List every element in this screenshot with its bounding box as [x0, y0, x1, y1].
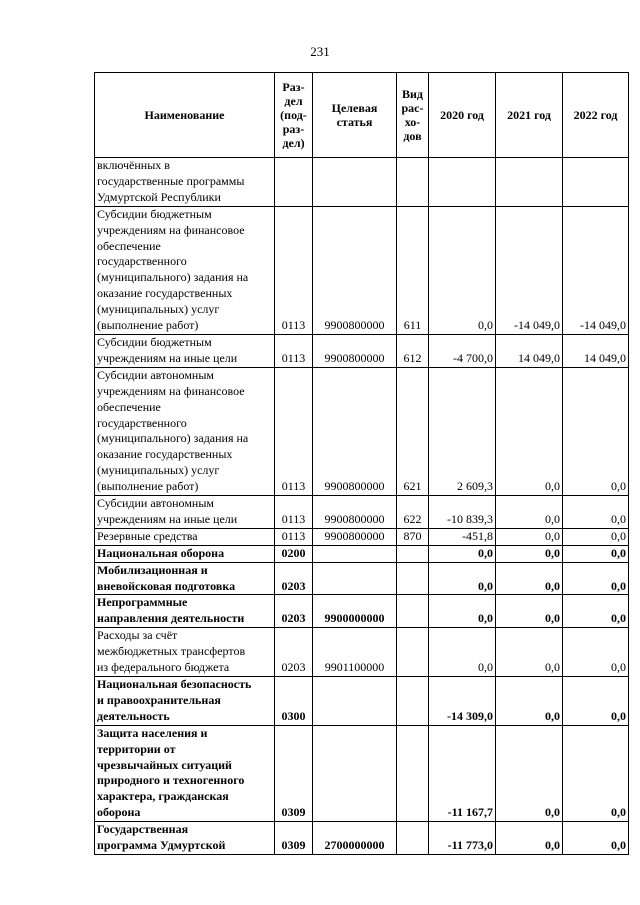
cell-vid [397, 545, 429, 562]
cell-vid [397, 725, 429, 821]
cell-2020: 0,0 [429, 595, 496, 628]
cell-2020: -10 839,3 [429, 496, 496, 529]
cell-name: Защита населения и территории от чрезвычайных ситуаций природного и техногенного характера, гражданская оборона [95, 725, 275, 821]
cell-2022 [563, 158, 629, 207]
cell-2022: 0,0 [563, 677, 629, 726]
cell-vid [397, 628, 429, 677]
cell-section: 0113 [275, 206, 313, 334]
cell-article: 9900800000 [313, 334, 397, 367]
cell-section: 0200 [275, 545, 313, 562]
cell-2022: 0,0 [563, 528, 629, 545]
cell-name: Субсидии автономным учреждениям на финансовое обеспечение государственного (муниципального) задания на оказание государственных (муниципальных) услуг (выполнение работ) [95, 367, 275, 495]
cell-section: 0300 [275, 677, 313, 726]
cell-2021: 0,0 [496, 562, 563, 595]
header-name: Наименование [95, 73, 275, 158]
cell-section: 0203 [275, 595, 313, 628]
table-row [95, 725, 629, 821]
table-body [95, 158, 629, 855]
cell-2020: -4 700,0 [429, 334, 496, 367]
cell-2021: 0,0 [496, 496, 563, 529]
cell-section: 0113 [275, 496, 313, 529]
cell-vid [397, 595, 429, 628]
cell-2022: 0,0 [563, 725, 629, 821]
cell-name: Субсидии автономным учреждениям на иные цели [95, 496, 275, 529]
cell-name: Резервные средства [95, 528, 275, 545]
cell-2022: 0,0 [563, 367, 629, 495]
cell-article: 9900800000 [313, 496, 397, 529]
cell-vid [397, 562, 429, 595]
cell-2020 [429, 158, 496, 207]
cell-section: 0113 [275, 367, 313, 495]
cell-name: Расходы за счёт межбюджетных трансфертов из федерального бюджета [95, 628, 275, 677]
cell-name: Мобилизационная и вневойсковая подготовка [95, 562, 275, 595]
cell-vid: 612 [397, 334, 429, 367]
cell-section: 0309 [275, 822, 313, 855]
cell-2021 [496, 158, 563, 207]
cell-2020: 0,0 [429, 562, 496, 595]
cell-2022: 0,0 [563, 628, 629, 677]
cell-name: Субсидии бюджетным учреждениям на финансовое обеспечение государственного (муниципального) задания на оказание государственных (муниципальных) услуг (выполнение работ) [95, 206, 275, 334]
cell-name: Национальная безопасность и правоохранительная деятельность [95, 677, 275, 726]
cell-2021: 0,0 [496, 367, 563, 495]
table-row [95, 562, 629, 595]
cell-2022: 0,0 [563, 595, 629, 628]
cell-vid: 621 [397, 367, 429, 495]
table-row [95, 677, 629, 726]
cell-2021: 14 049,0 [496, 334, 563, 367]
cell-section: 0309 [275, 725, 313, 821]
cell-2021: 0,0 [496, 677, 563, 726]
cell-2021: 0,0 [496, 545, 563, 562]
cell-article: 9900800000 [313, 206, 397, 334]
header-2022: 2022 год [563, 73, 629, 158]
header-row [95, 73, 629, 158]
table-row [95, 496, 629, 529]
cell-2020: -451,8 [429, 528, 496, 545]
cell-section: 0203 [275, 562, 313, 595]
cell-article: 9901100000 [313, 628, 397, 677]
cell-vid: 870 [397, 528, 429, 545]
cell-2022: 14 049,0 [563, 334, 629, 367]
cell-2020: 0,0 [429, 545, 496, 562]
cell-2022: 0,0 [563, 822, 629, 855]
cell-article [313, 677, 397, 726]
cell-article: 9900800000 [313, 528, 397, 545]
header-vid: Вид рас- хо- дов [397, 73, 429, 158]
table-row [95, 595, 629, 628]
cell-section: 0203 [275, 628, 313, 677]
cell-name: Государственная программа Удмуртской [95, 822, 275, 855]
cell-section [275, 158, 313, 207]
cell-2020: 2 609,3 [429, 367, 496, 495]
cell-name: Непрограммные направления деятельности [95, 595, 275, 628]
cell-2020: -11 167,7 [429, 725, 496, 821]
cell-section: 0113 [275, 334, 313, 367]
cell-2021: 0,0 [496, 725, 563, 821]
cell-article [313, 725, 397, 821]
cell-vid [397, 158, 429, 207]
cell-2020: -11 773,0 [429, 822, 496, 855]
cell-article [313, 562, 397, 595]
cell-2022: -14 049,0 [563, 206, 629, 334]
cell-name: включённых в государственные программы Удмуртской Республики [95, 158, 275, 207]
cell-name: Субсидии бюджетным учреждениям на иные цели [95, 334, 275, 367]
cell-2022: 0,0 [563, 496, 629, 529]
cell-2022: 0,0 [563, 545, 629, 562]
budget-table [94, 72, 629, 855]
header-section: Раз- дел (под- раз- дел) [275, 73, 313, 158]
table-row [95, 367, 629, 495]
cell-2022: 0,0 [563, 562, 629, 595]
header-article: Целевая статья [313, 73, 397, 158]
cell-2021: 0,0 [496, 822, 563, 855]
table-row [95, 528, 629, 545]
table-row [95, 334, 629, 367]
cell-2020: 0,0 [429, 628, 496, 677]
cell-2021: 0,0 [496, 628, 563, 677]
cell-article: 2700000000 [313, 822, 397, 855]
cell-vid [397, 822, 429, 855]
cell-article: 9900000000 [313, 595, 397, 628]
cell-section: 0113 [275, 528, 313, 545]
cell-2021: 0,0 [496, 528, 563, 545]
cell-article [313, 545, 397, 562]
header-2021: 2021 год [496, 73, 563, 158]
table-row [95, 206, 629, 334]
cell-2020: -14 309,0 [429, 677, 496, 726]
table-row [95, 158, 629, 207]
cell-name: Национальная оборона [95, 545, 275, 562]
header-2020: 2020 год [429, 73, 496, 158]
cell-vid [397, 677, 429, 726]
table-row [95, 628, 629, 677]
cell-article [313, 158, 397, 207]
cell-vid: 622 [397, 496, 429, 529]
cell-2021: 0,0 [496, 595, 563, 628]
table-row [95, 545, 629, 562]
cell-2020: 0,0 [429, 206, 496, 334]
cell-vid: 611 [397, 206, 429, 334]
cell-2021: -14 049,0 [496, 206, 563, 334]
table-row [95, 822, 629, 855]
cell-article: 9900800000 [313, 367, 397, 495]
page-number: 231 [310, 44, 330, 59]
